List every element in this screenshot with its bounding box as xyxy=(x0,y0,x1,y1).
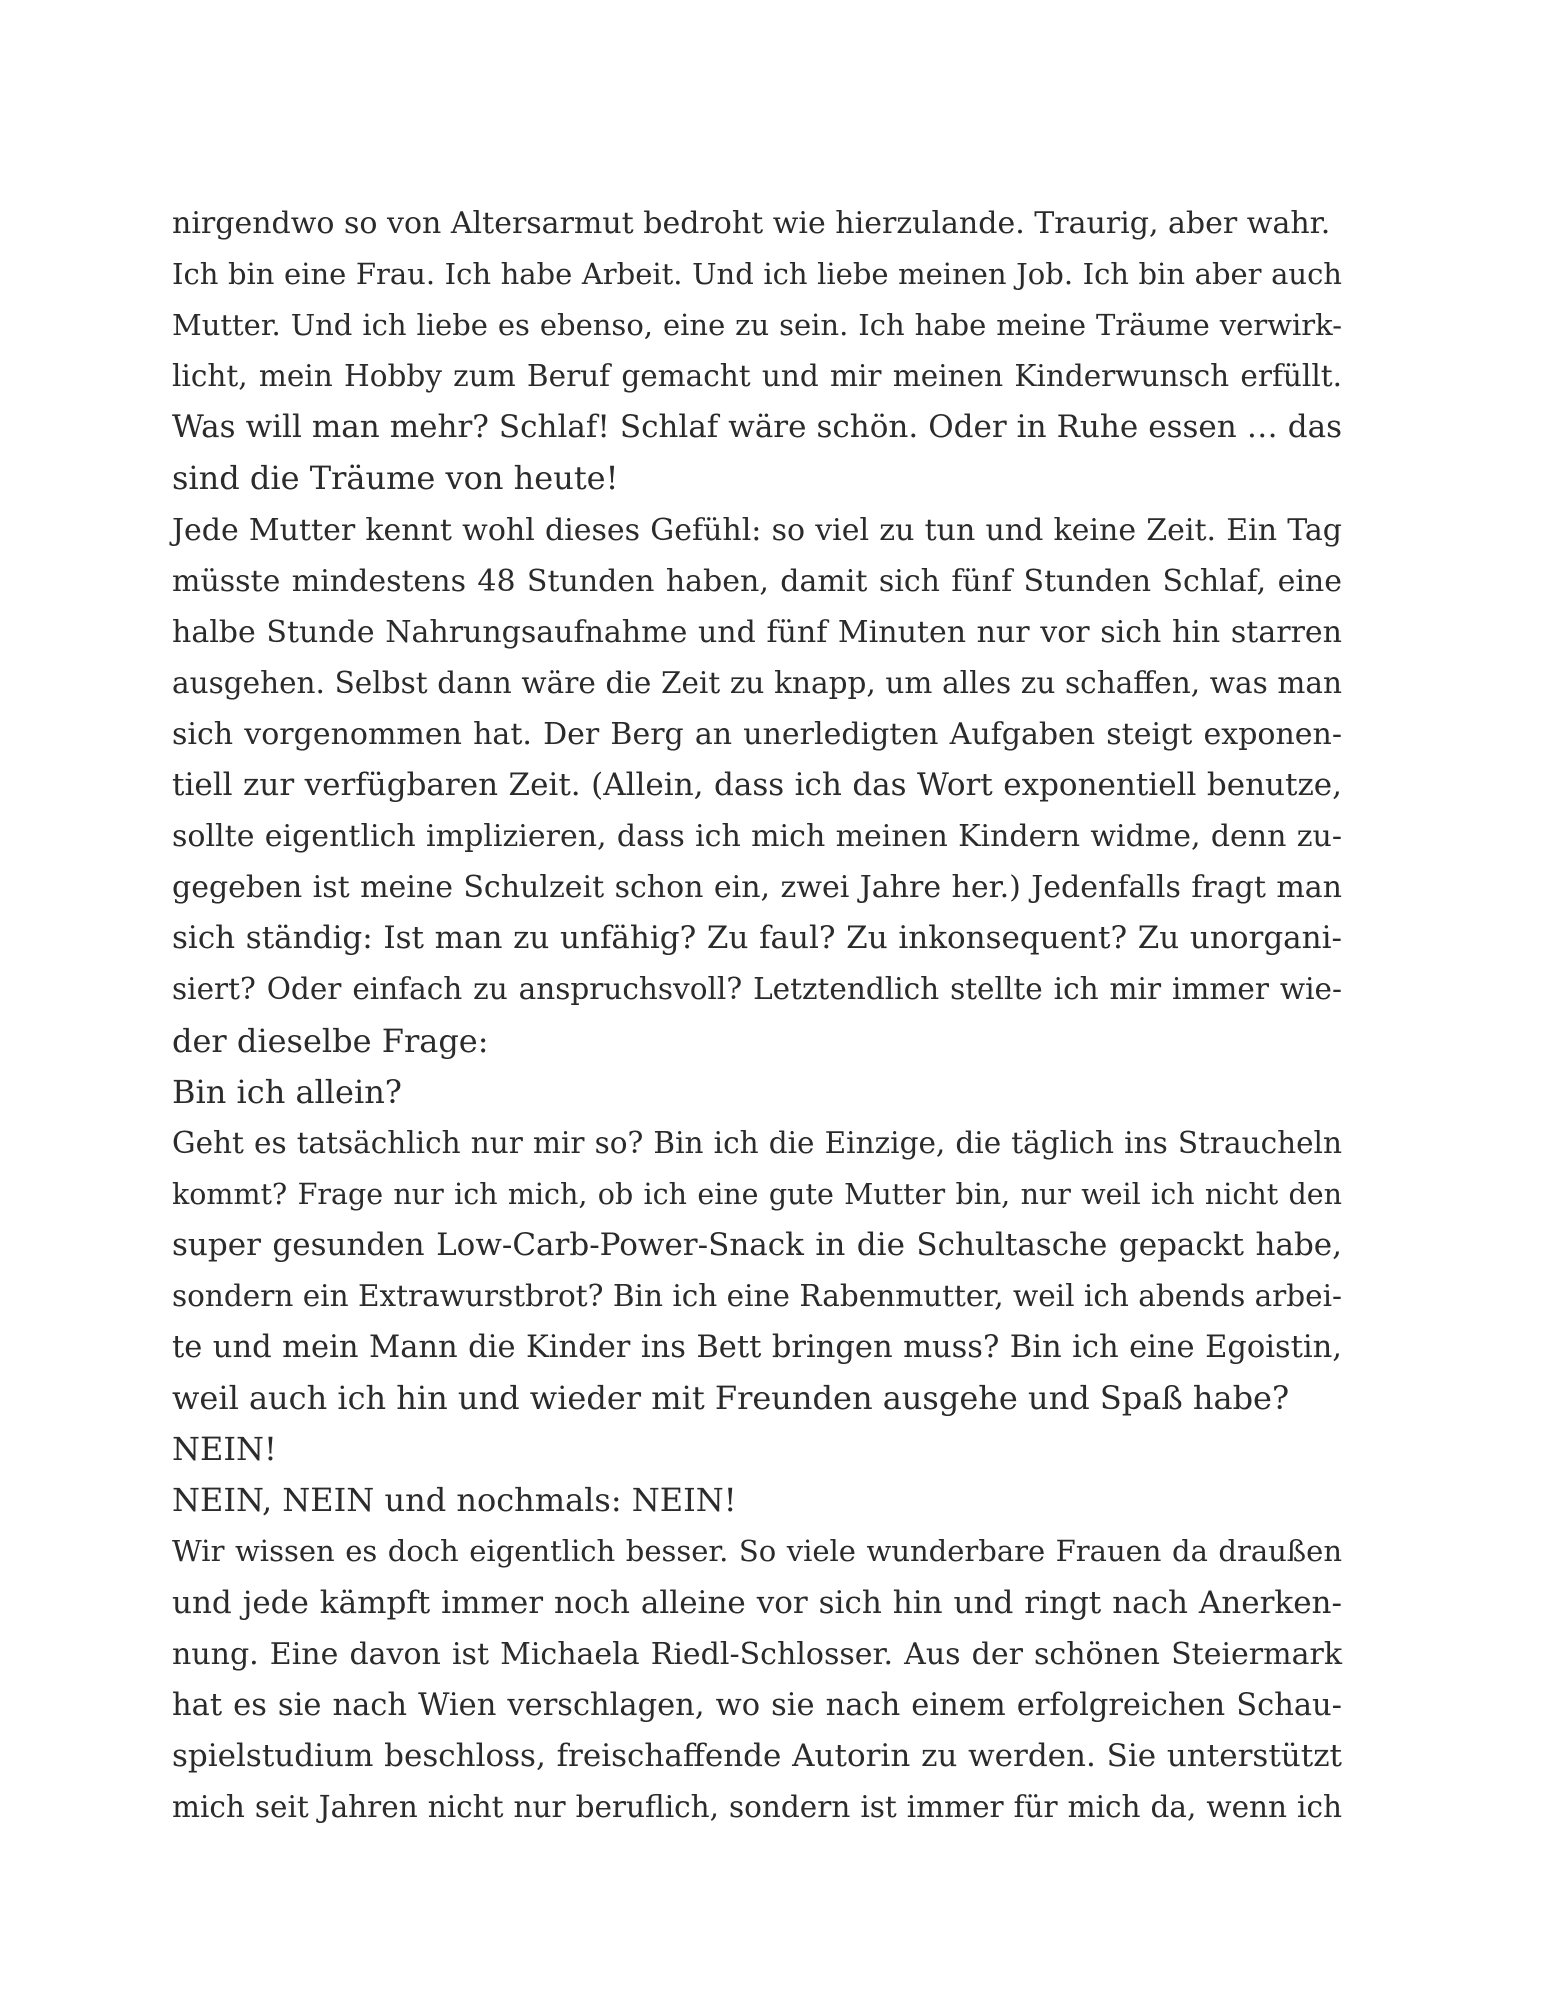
text-line: müsste mindestens 48 Stunden haben, damit sich fünf Stunden Schlaf, eine xyxy=(172,563,1342,599)
text-line: mich seit Jahren nicht nur beruflich, sondern ist immer für mich da, wenn ich xyxy=(172,1789,1342,1824)
text-line: Was will man mehr? Schlaf! Schlaf wäre schön. Oder in Ruhe essen … das xyxy=(172,409,1342,446)
text-line: NEIN, NEIN und nochmals: NEIN! xyxy=(172,1481,737,1520)
text-line: Geht es tatsächlich nur mir so? Bin ich die Einzige, die täglich ins Straucheln xyxy=(172,1125,1342,1160)
text-line: Ich bin eine Frau. Ich habe Arbeit. Und ich liebe meinen Job. Ich bin aber auch xyxy=(172,257,1342,292)
text-line: kommt? Frage nur ich mich, ob ich eine gute Mutter bin, nur weil ich nicht den xyxy=(172,1177,1342,1211)
text-line: licht, mein Hobby zum Beruf gemacht und mir meinen Kinderwunsch erfüllt. xyxy=(172,359,1342,394)
body-text xyxy=(172,198,1342,1833)
text-line: sondern ein Extrawurstbrot? Bin ich eine Rabenmutter, weil ich abends arbei- xyxy=(172,1278,1343,1313)
text-line: nirgendwo so von Altersarmut bedroht wie hierzulande. Traurig, aber wahr. xyxy=(172,206,1331,241)
text-line: Jede Mutter kennt wohl dieses Gefühl: so viel zu tun und keine Zeit. Ein Tag xyxy=(172,512,1342,548)
text-line: tiell zur verfügbaren Zeit. (Allein, dass ich das Wort exponentiell benutze, xyxy=(172,767,1342,804)
text-line: te und mein Mann die Kinder ins Bett bringen muss? Bin ich eine Egoistin, xyxy=(172,1330,1342,1366)
text-line: der dieselbe Frage: xyxy=(172,1021,489,1060)
text-line: hat es sie nach Wien verschlagen, wo sie nach einem erfolgreichen Schau- xyxy=(172,1687,1342,1723)
text-line: halbe Stunde Nahrungsaufnahme und fünf Minuten nur vor sich hin starren xyxy=(172,614,1342,650)
text-line: weil auch ich hin und wieder mit Freunden ausgehe und Spaß habe? xyxy=(172,1379,1290,1418)
text-line: sich ständig: Ist man zu unfähig? Zu faul? Zu inkonsequent? Zu unorgani- xyxy=(172,920,1342,957)
text-line: nung. Eine davon ist Michaela Riedl-Schlosser. Aus der schönen Steiermark xyxy=(172,1636,1342,1672)
text-line: sollte eigentlich implizieren, dass ich mich meinen Kindern widme, denn zu- xyxy=(172,819,1342,855)
text-line: Wir wissen es doch eigentlich besser. So viele wunderbare Frauen da draußen xyxy=(172,1534,1342,1569)
text-line: NEIN! xyxy=(172,1430,277,1469)
text-line: gegeben ist meine Schulzeit schon ein, zwei Jahre her.) Jedenfalls fragt man xyxy=(172,870,1342,906)
text-line: spielstudium beschloss, freischaffende Autorin zu werden. Sie unterstützt xyxy=(172,1737,1342,1774)
text-line: sind die Träume von heute! xyxy=(172,459,619,498)
text-line: Mutter. Und ich liebe es ebenso, eine zu sein. Ich habe meine Träume verwirk- xyxy=(172,308,1342,343)
text-line: Bin ich allein? xyxy=(172,1072,402,1111)
text-line: siert? Oder einfach zu anspruchsvoll? Letztendlich stellte ich mir immer wie- xyxy=(172,972,1342,1007)
text-line: und jede kämpft immer noch alleine vor sich hin und ringt nach Anerken- xyxy=(172,1584,1342,1621)
text-line: sich vorgenommen hat. Der Berg an unerledigten Aufgaben steigt exponen- xyxy=(172,716,1342,752)
text-line: ausgehen. Selbst dann wäre die Zeit zu knapp, um alles zu schaffen, was man xyxy=(172,665,1342,700)
text-line: super gesunden Low-Carb-Power-Snack in die Schultasche gepackt habe, xyxy=(172,1226,1342,1263)
